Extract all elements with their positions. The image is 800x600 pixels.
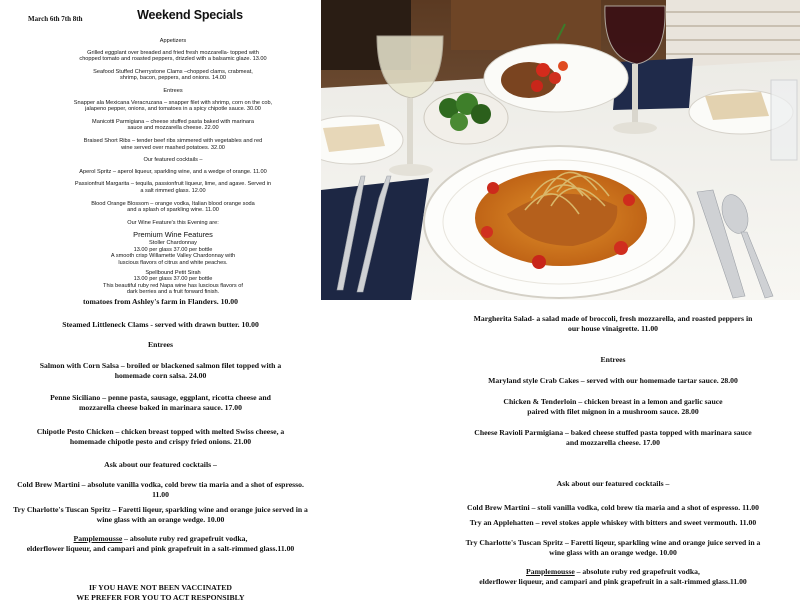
menu-item: Chicken & Tenderloin – chicken breast in a lemon and garlic sauce paired with filet mignon in a mushroom sauce. 28.00 [503, 397, 723, 416]
menu-item: Penne Siciliano – penne pasta, sausage, eggplant, ricotta cheese and mozzarella cheese baked in marinara sauce. 17.00 [50, 393, 271, 412]
menu-item: Steamed Littleneck Clams - served with drawn butter. 10.00 [62, 320, 259, 329]
entrees-heading: Entrees [600, 355, 626, 364]
wine-title: Premium Wine Features [133, 230, 213, 240]
menu-body [14, 38, 321, 296]
cocktail-item: Blood Orange Blossom – orange vodka, Italian blood orange soda and a splash of sparkling wine. 11.00 [91, 200, 255, 214]
specials-menu-bottom-left [0, 296, 321, 600]
plated-dinner-photo [321, 0, 800, 300]
specials-menu-top [0, 0, 321, 300]
menu-item: Braised Short Ribs – tender beef ribs simmered with vegetables and red wine served over mashed potatoes. 32.00 [83, 137, 263, 151]
appetizers-heading: Appetizers [159, 38, 187, 44]
menu-date: March 6th 7th 8th [28, 15, 83, 23]
menu-line: tomatoes from Ashley's farm in Flanders. 10.00 [83, 297, 238, 306]
specials-menu-bottom-right [426, 298, 800, 600]
cocktail-item: Cold Brew Martini – absolute vanilla vodka, cold brew tia maria and a shot of espresso. 11.00 [17, 480, 304, 499]
cocktail-item: Try Charlotte's Tuscan Spritz – Faretti liqeur, sparkling wine and orange juice served in a wine glass with an orange wedge. 10.00 [13, 505, 308, 524]
menu-item: Manicotti Parmigiana – cheese stuffed pasta baked with marinara sauce and mozzarella cheese. 22.00 [92, 118, 254, 132]
menu-item: Snapper ala Mexicana Veracruzana – snapper filet with shrimp, corn on the cob, jalapeno pepper, onions, and tomatoes in a spicy chipotle sauce. 30.00 [73, 99, 273, 113]
cocktail-item: Passionfruit Margarita – tequila, passionfruit liqueur, lime, and agave. Served in a salt rimmed glass. 12.00 [74, 181, 272, 194]
menu-item: Salmon with Corn Salsa – broiled or blackened salmon filet topped with a homemade corn salsa. 24.00 [39, 361, 282, 380]
wine-intro: Our Wine Feature's this Evening are: [127, 219, 219, 226]
entrees-heading: Entrees [163, 87, 183, 94]
menu-item: Seafood Stuffed Cherrystone Clams –chopped clams, crabmeat, shrimp, bacon, peppers, and onions. 14.00 [93, 68, 253, 82]
menu-item: Maryland style Crab Cakes – served with our homemade tartar sauce. 28.00 [488, 376, 738, 385]
cocktails-heading: Ask about our featured cocktails – [104, 460, 217, 469]
cocktail-item: Try an Applehatten – revel stokes apple whiskey with bitters and sweet vermouth. 11.00 [469, 518, 757, 527]
menu-item: Chipotle Pesto Chicken – chicken breast topped with melted Swiss cheese, a homemade chipotle pesto and crispy fried onions. 21.00 [36, 427, 285, 446]
food-photo [321, 0, 800, 300]
wine-item: Spellbound Petit Sirah 13.00 per glass 37.00 per bottle This beautiful ruby red Napa wine has luscious flavors of dark berries and a fruit forward finish. [103, 269, 243, 296]
menu-item: Margherita Salad- a salad made of broccoli, fresh mozzarella, and roasted peppers in our house vinaigrette. 11.00 [473, 314, 753, 333]
entrees-heading: Entrees [147, 340, 174, 349]
cocktail-item: Aperol Spritz – aperol liqueur, sparkling wine, and a wedge of orange. 11.00 [79, 168, 267, 175]
cocktails-heading: Ask about our featured cocktails – [556, 479, 670, 488]
cocktail-item: Pamplemousse – absolute ruby red grapefruit vodka, elderflower liqueur, and campari and pink grapefruit in a salt-rimmed glass.11.00 [26, 534, 295, 553]
cocktails-heading: Our featured cocktails – [143, 157, 203, 164]
cocktail-item: Try Charlotte's Tuscan Spritz – Faretti liqeur, sparkling wine and orange juice served in a wine glass with an orange wedge. 10.00 [465, 538, 761, 557]
notice: IF YOU HAVE NOT BEEN VACCINATED WE PREFER FOR YOU TO ACT RESPONSIBLY [76, 583, 245, 600]
menu-title: Weekend Specials [137, 8, 243, 22]
menu-item: Cheese Ravioli Parmigiana – baked cheese stuffed pasta topped with marinara sauce and mozzarella cheese. 17.00 [474, 428, 752, 447]
cocktail-item: Cold Brew Martini – stoli vanilla vodka, cold brew tia maria and a shot of espresso. 11.00 [467, 503, 759, 512]
wine-item: Stoller Chardonnay 13.00 per glass 37.00 per bottle A smooth crisp Willamette Valley Chardonnay with luscious flavors of citrus and white peaches. [110, 240, 236, 267]
menu-item: Grilled eggplant over breaded and fried fresh mozzarella- topped with chopped tomato and roasted peppers, drizzled with a balsamic glaze. 13.00 [79, 49, 267, 63]
cocktail-item: Pamplemousse – absolute ruby red grapefruit vodka, elderflower liqueur, and campari and pink grapefruit in a salt-rimmed glass.11.00 [479, 567, 747, 586]
